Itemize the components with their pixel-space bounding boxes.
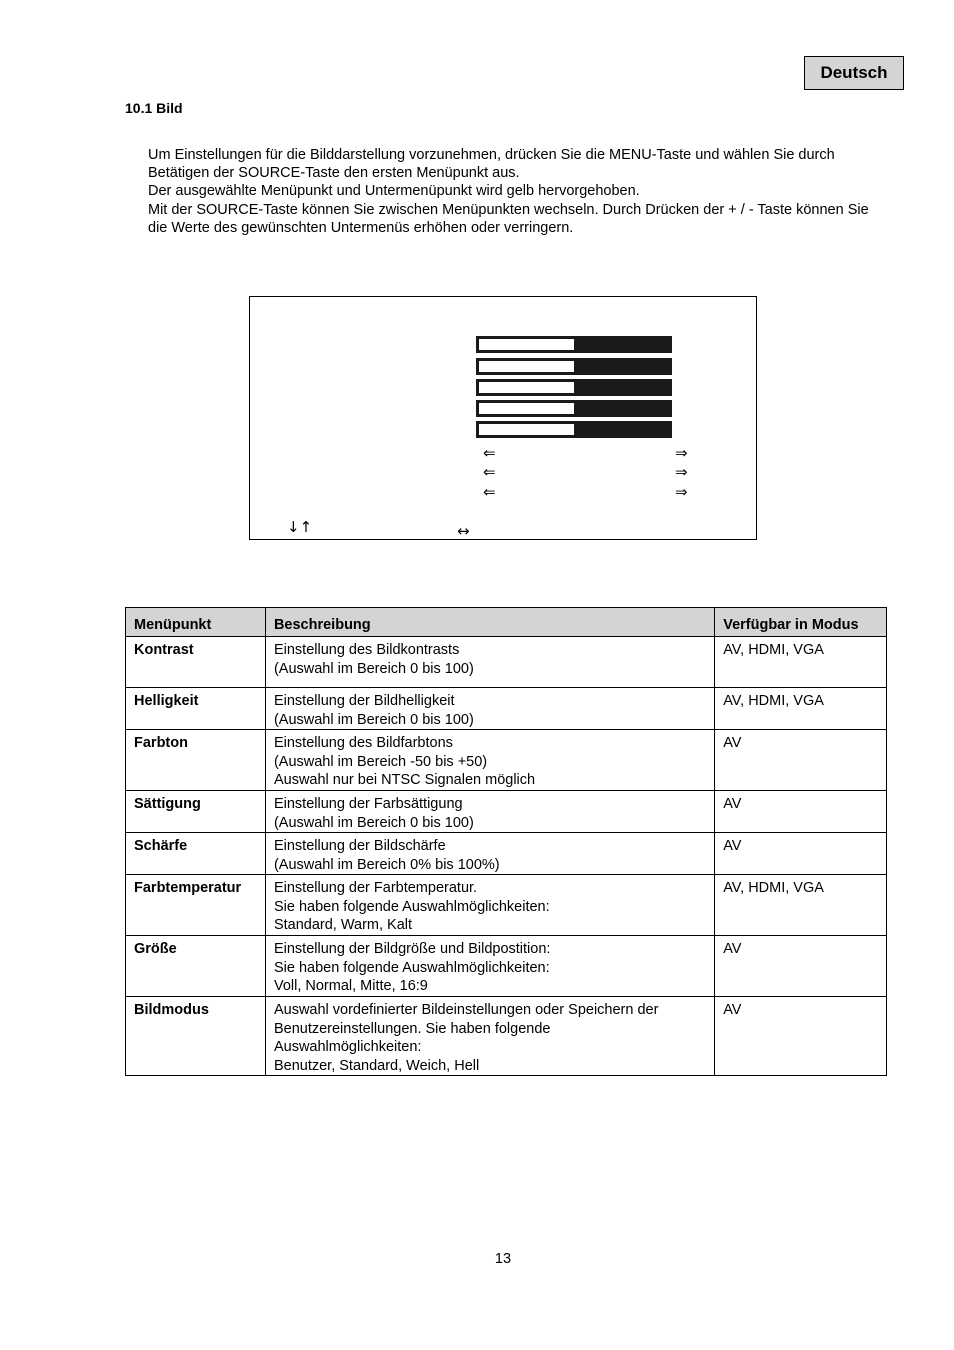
osd-level-fill — [479, 424, 574, 435]
description-line: Einstellung der Farbsättigung — [273, 796, 463, 812]
menu-item-name: Farbtemperatur — [126, 875, 266, 936]
osd-level-bar — [476, 358, 672, 375]
description-line: (Auswahl im Bereich 0 bis 100) — [273, 711, 474, 728]
menu-item-description — [265, 997, 714, 1076]
menu-item-modes: AV — [715, 791, 887, 833]
table-row — [126, 936, 887, 997]
column-header: Beschreibung — [265, 608, 714, 637]
description-line: Auswahl nur bei NTSC Signalen möglich — [273, 772, 536, 788]
menu-item-description — [265, 936, 714, 997]
arrow-right-icon: ⇒ — [675, 444, 688, 462]
description-line: Auswahl vordefinierter Bildeinstellungen oder Speichern der — [273, 1002, 659, 1018]
osd-level-bar — [476, 336, 672, 353]
osd-level-fill — [479, 339, 574, 350]
menu-items-table — [125, 607, 887, 1076]
table-row — [126, 791, 887, 833]
menu-item-modes: AV — [715, 833, 887, 875]
description-line: Sie haben folgende Auswahlmöglichkeiten: — [273, 898, 550, 915]
description-line: (Auswahl im Bereich 0 bis 100) — [273, 814, 474, 831]
description-line: (Auswahl im Bereich 0 bis 100) — [273, 660, 474, 677]
menu-item-description — [265, 875, 714, 936]
description-line: Benutzer, Standard, Weich, Hell — [273, 1057, 480, 1074]
menu-item-name: Kontrast — [126, 637, 266, 688]
description-line: Einstellung der Bildhelligkeit — [273, 693, 455, 709]
menu-item-name: Sättigung — [126, 791, 266, 833]
menu-item-description — [265, 833, 714, 875]
column-header: Menüpunkt — [126, 608, 266, 637]
menu-item-description — [265, 688, 714, 730]
menu-item-modes: AV, HDMI, VGA — [715, 875, 887, 936]
osd-level-fill — [479, 403, 574, 414]
osd-level-bar — [476, 379, 672, 396]
osd-level-fill — [479, 361, 574, 372]
intro-text — [148, 146, 888, 237]
osd-level-bar — [476, 421, 672, 438]
description-line: Auswahlmöglichkeiten: — [273, 1039, 422, 1055]
menu-item-modes: AV, HDMI, VGA — [715, 637, 887, 688]
osd-menu-illustration — [249, 296, 757, 540]
description-line: Sie haben folgende Auswahlmöglichkeiten: — [273, 959, 550, 976]
table-row — [126, 997, 887, 1076]
menu-item-description — [265, 730, 714, 791]
intro-paragraph: Um Einstellungen für die Bilddarstellung vorzunehmen, drücken Sie die MENU-Taste und wählen Sie durch Betätigen der SOURCE-Taste den ersten Menüpunkt aus. — [148, 147, 835, 182]
menu-item-description — [265, 637, 714, 688]
table-header-row — [126, 608, 887, 637]
menu-item-name: Größe — [126, 936, 266, 997]
description-line: Standard, Warm, Kalt — [273, 917, 413, 933]
nav-updown-icon: ↓↑ — [287, 518, 313, 536]
menu-item-name: Helligkeit — [126, 688, 266, 730]
table-row — [126, 833, 887, 875]
arrow-right-icon: ⇒ — [675, 463, 688, 481]
table-row — [126, 730, 887, 791]
arrow-left-icon: ⇐ — [483, 463, 496, 481]
description-line: Einstellung des Bildfarbtons — [273, 735, 453, 751]
description-line: Einstellung des Bildkontrasts — [273, 642, 460, 658]
column-header: Verfügbar in Modus — [715, 608, 887, 637]
osd-level-fill — [479, 382, 574, 393]
description-line: (Auswahl im Bereich 0% bis 100%) — [273, 856, 500, 873]
description-line: Einstellung der Bildgröße und Bildpostition: — [273, 941, 551, 957]
intro-paragraph: Der ausgewählte Menüpunkt und Untermenüpunkt wird gelb hervorgehoben. — [148, 183, 640, 200]
arrow-left-icon: ⇐ — [483, 483, 496, 501]
arrow-right-icon: ⇒ — [675, 483, 688, 501]
description-line: Voll, Normal, Mitte, 16:9 — [273, 978, 428, 994]
menu-item-name: Schärfe — [126, 833, 266, 875]
menu-item-name: Farbton — [126, 730, 266, 791]
nav-leftright-icon: ↔ — [457, 522, 470, 540]
description-line: Einstellung der Farbtemperatur. — [273, 880, 478, 896]
intro-paragraph: Mit der SOURCE-Taste können Sie zwischen Menüpunkten wechseln. Durch Drücken der + / - Taste können Sie die Werte des gewünschten Untermenüs erhöhen oder verringern. — [148, 201, 869, 236]
menu-item-modes: AV — [715, 936, 887, 997]
description-line: Einstellung der Bildschärfe — [273, 838, 446, 854]
menu-item-modes: AV, HDMI, VGA — [715, 688, 887, 730]
language-badge: Deutsch — [804, 56, 904, 90]
table-row — [126, 875, 887, 936]
table-row — [126, 637, 887, 688]
menu-item-modes: AV — [715, 997, 887, 1076]
table-row — [126, 688, 887, 730]
description-line: Benutzereinstellungen. Sie haben folgende — [273, 1020, 551, 1037]
menu-item-name: Bildmodus — [126, 997, 266, 1076]
menu-item-modes: AV — [715, 730, 887, 791]
section-title: 10.1 Bild — [125, 100, 183, 116]
description-line: (Auswahl im Bereich -50 bis +50) — [273, 753, 488, 770]
osd-level-bar — [476, 400, 672, 417]
menu-item-description — [265, 791, 714, 833]
arrow-left-icon: ⇐ — [483, 444, 496, 462]
page-number: 13 — [494, 1251, 512, 1267]
